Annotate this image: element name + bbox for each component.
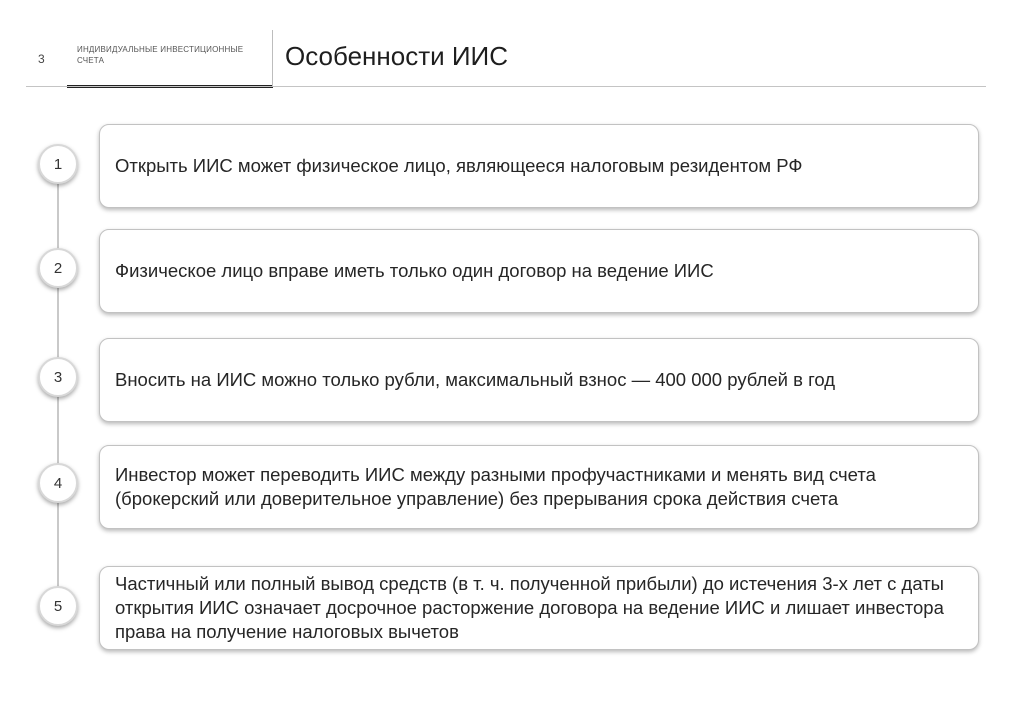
step-1-card bbox=[99, 124, 979, 208]
page-title: Особенности ИИС bbox=[285, 41, 509, 71]
slide-header bbox=[0, 0, 1024, 90]
step-4-card bbox=[99, 445, 979, 529]
step-2-circle: 2 bbox=[38, 248, 78, 288]
step-3-card bbox=[99, 338, 979, 422]
step-5-text: Частичный или полный вывод средств (в т. ч. полученной прибыли) до истечения 3-х лет с даты открытия ИИС означает досрочное расторжение договора на ведение ИИС и лишает инвестора права на получение налоговых вычетов bbox=[115, 573, 944, 642]
section-label: ИНДИВИДУАЛЬНЫЕ ИНВЕСТИЦИОННЫЕ СЧЕТА bbox=[77, 45, 244, 65]
page-number: 3 bbox=[38, 52, 45, 66]
header-rule bbox=[26, 86, 986, 87]
step-5-circle: 5 bbox=[38, 586, 78, 626]
step-3-text: Вносить на ИИС можно только рубли, максимальный взнос — 400 000 рублей в год bbox=[115, 369, 836, 390]
step-5-card bbox=[99, 566, 979, 650]
step-2-card bbox=[99, 229, 979, 313]
step-4-text: Инвестор может переводить ИИС между разными профучастниками и менять вид счета (брокерский или доверительное управление) без прерывания срока действия счета bbox=[115, 464, 876, 509]
step-1-text: Открыть ИИС может физическое лицо, являющееся налоговым резидентом РФ bbox=[115, 155, 803, 176]
step-3-circle: 3 bbox=[38, 357, 78, 397]
step-4-circle: 4 bbox=[38, 463, 78, 503]
step-1-circle: 1 bbox=[38, 144, 78, 184]
header-divider bbox=[272, 30, 273, 86]
step-2-text: Физическое лицо вправе иметь только один договор на ведение ИИС bbox=[115, 260, 714, 281]
